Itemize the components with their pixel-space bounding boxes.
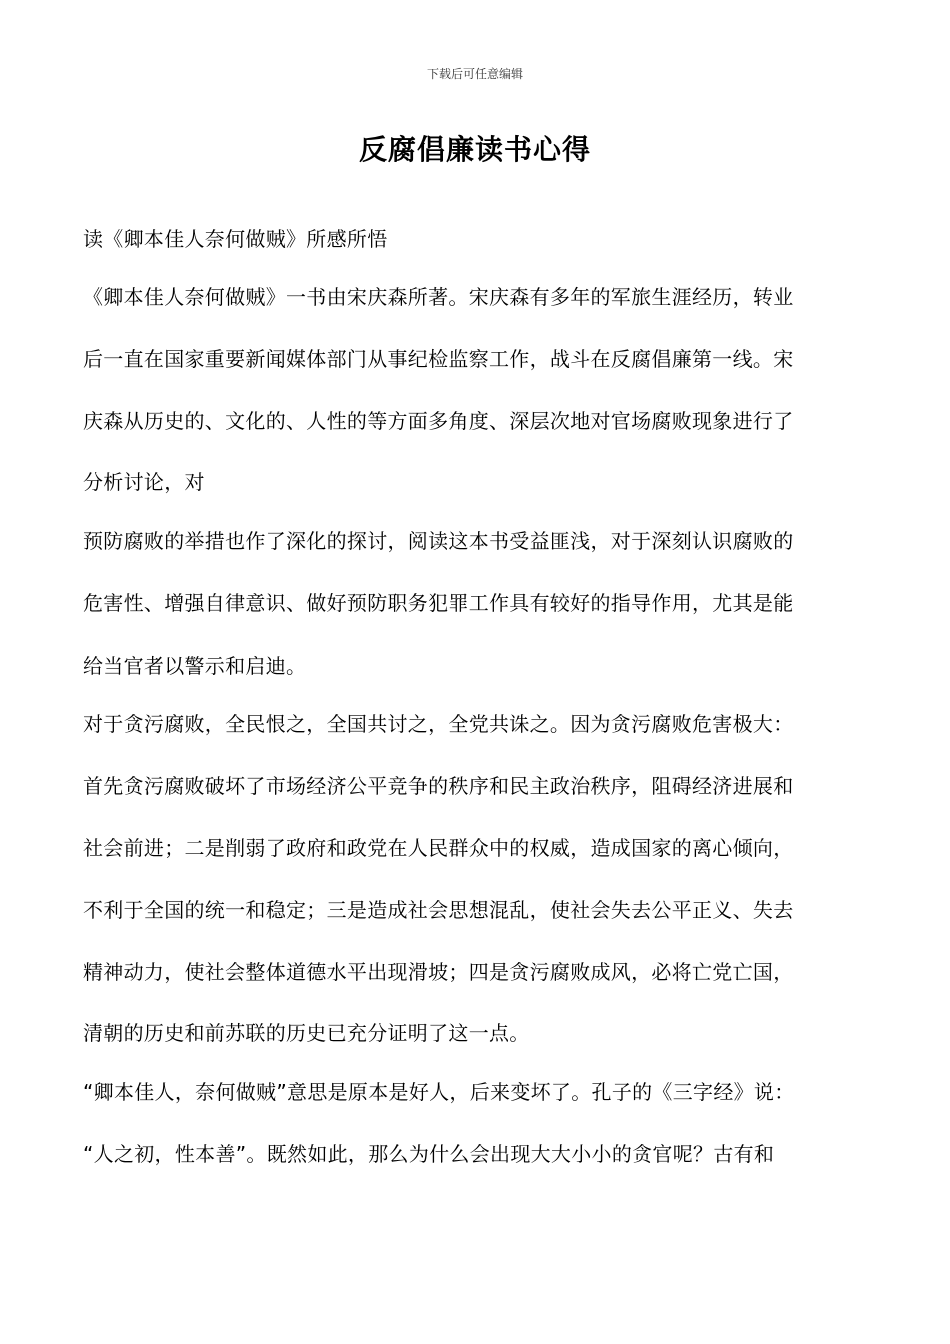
header-note: 下载后可任意编辑 — [426, 67, 523, 81]
page-title: 反腐倡廉读书心得 — [358, 133, 591, 166]
body-line: “卿本佳人，奈何做贼”意思是原本是好人，后来变坏了。孔子的《三字经》说： — [83, 1080, 795, 1104]
body-line: 精神动力，使社会整体道德水平出现滑坡；四是贪污腐败成风，必将亡党亡国， — [83, 960, 794, 984]
body-line: “人之初，性本善”。既然如此，那么为什么会出现大大小小的贪官呢？古有和 — [83, 1142, 775, 1166]
body-line: 《卿本佳人奈何做贼》一书由宋庆森所著。宋庆森有多年的军旅生涯经历，转业 — [83, 285, 794, 309]
document-subtitle: 读《卿本佳人奈何做贼》所感所悟 — [83, 227, 388, 251]
body-line: 后一直在国家重要新闻媒体部门从事纪检监察工作，战斗在反腐倡廉第一线。宋 — [83, 347, 794, 371]
body-line: 不利于全国的统一和稳定；三是造成社会思想混乱，使社会失去公平正义、失去 — [83, 898, 794, 922]
body-line: 清朝的历史和前苏联的历史已充分证明了这一点。 — [83, 1021, 530, 1045]
body-line: 预防腐败的举措也作了深化的探讨，阅读这本书受益匪浅，对于深刻认识腐败的 — [83, 529, 794, 553]
body-line: 社会前进；二是削弱了政府和政党在人民群众中的权威，造成国家的离心倾向， — [83, 836, 794, 860]
body-line: 首先贪污腐败破坏了市场经济公平竞争的秩序和民主政治秩序，阻碍经济进展和 — [83, 774, 794, 798]
body-line: 危害性、增强自律意识、做好预防职务犯罪工作具有较好的指导作用，尤其是能 — [83, 591, 794, 615]
body-line: 给当官者以警示和启迪。 — [83, 654, 307, 678]
body-line: 分析讨论，对 — [83, 470, 205, 494]
body-line: 庆森从历史的、文化的、人性的等方面多角度、深层次地对官场腐败现象进行了 — [83, 409, 794, 433]
body-line: 对于贪污腐败，全民恨之，全国共讨之，全党共诛之。因为贪污腐败危害极大： — [83, 712, 794, 736]
